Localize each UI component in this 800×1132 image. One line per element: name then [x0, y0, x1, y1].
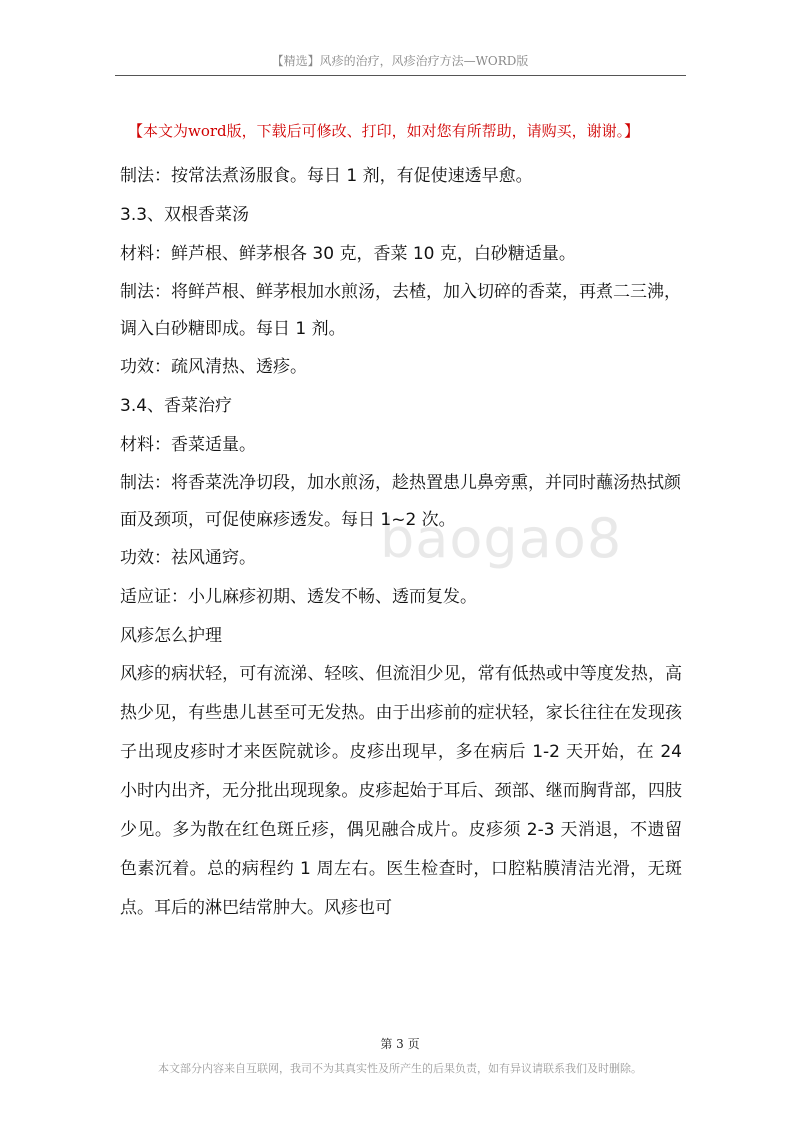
- paragraph: 功效：疏风清热、透疹。: [120, 357, 307, 377]
- paragraph: 制法：按常法煮汤服食。每日 1 剂，有促使速透早愈。: [120, 166, 533, 186]
- watermark: baogao8: [380, 507, 623, 570]
- page-header: 【精选】风疹的治疗，风疹治疗方法—WORD版: [271, 54, 529, 68]
- page-number: 第 3 页: [380, 1037, 420, 1051]
- section-heading: 3.4、香菜治疗: [120, 396, 233, 416]
- paragraph: 风疹的病状轻，可有流涕、轻咳、但流泪少见，常有低热或中等度发热，高热少见，有些患儿甚至可无发热。由于出疹前的症状轻，家长往往在发现孩子出现皮疹时才来医院就诊。皮疹出现早，多在病后 1-2 天开始，在 24 小时内出齐，无分批出现现象。皮疹起始于耳后、颈部、继而胸背部，四肢少见。多为散在红色斑丘疹，偶见融合成片。皮疹须 2-3 天消退，不遗留色素沉着。总的病程约 1 周左右。医生检查时，口腔粘膜清洁光滑，无斑点。耳后的淋巴结常肿大。风疹也可: [120, 664, 682, 918]
- paragraph: 材料：鲜芦根、鲜茅根各 30 克，香菜 10 克，白砂糖适量。: [120, 244, 576, 264]
- paragraph: 功效：祛风通窍。: [120, 548, 256, 568]
- page-footer: 本文部分内容来自互联网，我司不为其真实性及所产生的后果负责，如有异议请联系我们及时删除。: [158, 1062, 642, 1075]
- paragraph: 制法：将香菜洗净切段，加水煎汤，趁热置患儿鼻旁熏，并同时蘸汤热拭颜面及颈项，可促使麻疹透发。每日 1~2 次。: [120, 473, 681, 530]
- document-body: [120, 166, 682, 928]
- header-divider: [115, 75, 686, 76]
- paragraph: 制法：将鲜芦根、鲜茅根加水煎汤，去楂，加入切碎的香菜，再煮二三沸，调入白砂糖即成。每日 1 剂。: [120, 282, 681, 339]
- paragraph: 材料：香菜适量。: [120, 435, 256, 455]
- section-heading: 风疹怎么护理: [120, 626, 222, 646]
- purchase-notice: 【本文为word版，下载后可修改、打印，如对您有所帮助，请购买，谢谢。】: [128, 122, 640, 140]
- section-heading: 3.3、双根香菜汤: [120, 205, 250, 225]
- paragraph: 适应证：小儿麻疹初期、透发不畅、透而复发。: [120, 587, 477, 607]
